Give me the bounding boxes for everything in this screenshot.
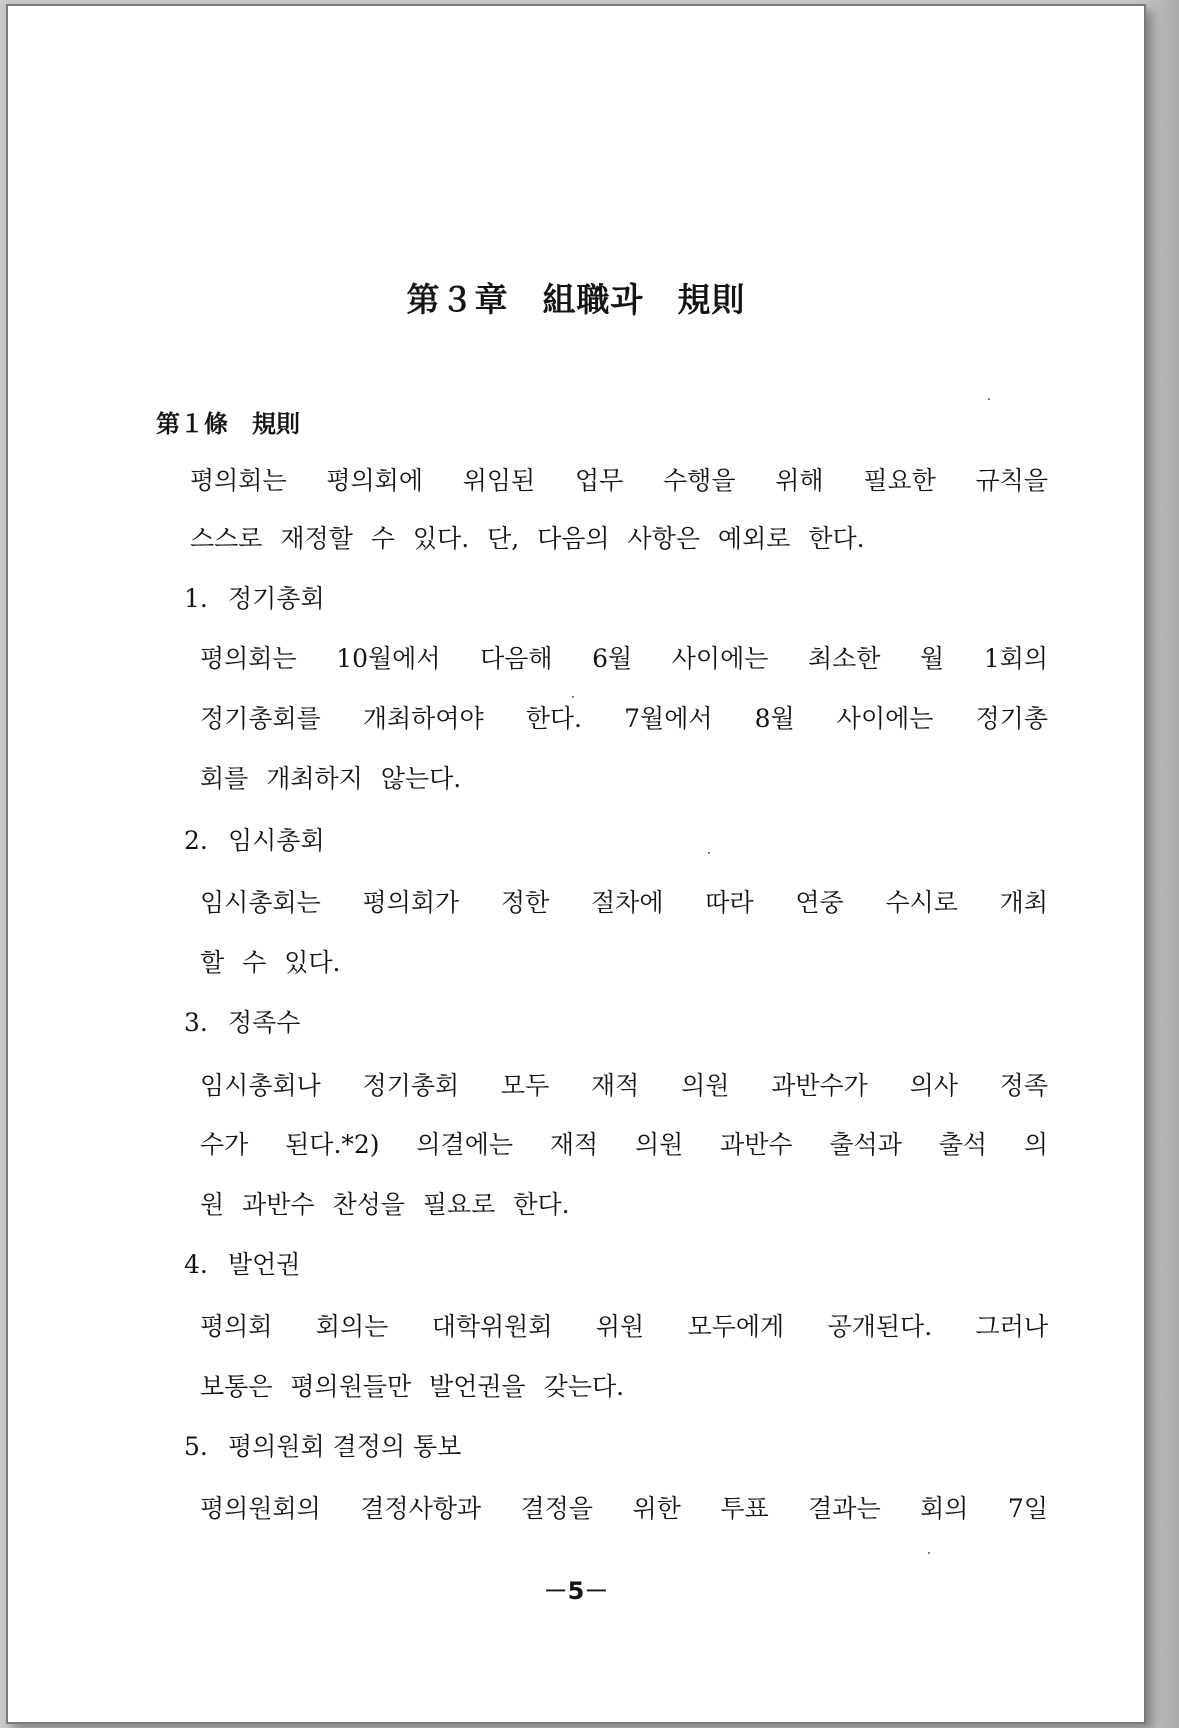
section-2-line: 할 수 있다. xyxy=(200,948,341,977)
chapter-title: 第３章 組職과 規則 xyxy=(406,280,746,319)
section-3-line: 임시총회나 정기총회 모두 재적 의원 과반수가 의사 정족 xyxy=(200,1071,1048,1100)
section-number: 1. xyxy=(184,584,208,613)
section-number: 5. xyxy=(184,1432,208,1461)
scan-speck xyxy=(708,852,710,854)
section-4-line: 평의회 회의는 대학위원회 위원 모두에게 공개된다. 그러나 xyxy=(200,1312,1048,1341)
section-item-5-heading xyxy=(184,1430,461,1464)
section-3-line: 원 과반수 찬성을 필요로 한다. xyxy=(200,1190,570,1219)
section-title: 정기총회 xyxy=(228,584,325,613)
section-4-line: 보통은 평의원들만 발언권을 갖는다. xyxy=(200,1372,625,1401)
scan-speck xyxy=(988,398,990,400)
section-1-line: 정기총회를 개최하여야 한다. 7월에서 8월 사이에는 정기총 xyxy=(200,704,1048,733)
section-title: 정족수 xyxy=(228,1008,301,1037)
section-title: 평의원회 결정의 통보 xyxy=(228,1432,462,1461)
section-title: 임시총회 xyxy=(228,826,325,855)
section-1-line: 회를 개최하지 않는다. xyxy=(200,764,462,793)
section-number: 4. xyxy=(184,1250,208,1279)
section-item-4-heading xyxy=(184,1248,300,1282)
section-1-line: 평의회는 10월에서 다음해 6월 사이에는 최소한 월 1회의 xyxy=(200,644,1048,673)
intro-line: 스스로 재정할 수 있다. 단, 다음의 사항은 예외로 한다. xyxy=(190,524,865,553)
section-item-2-heading xyxy=(184,824,325,858)
section-number: 2. xyxy=(184,826,208,855)
section-3-line: 수가 된다.*2) 의결에는 재적 의원 과반수 출석과 출석 의 xyxy=(200,1130,1048,1159)
section-title: 발언권 xyxy=(228,1250,301,1279)
scan-speck xyxy=(928,1552,930,1554)
document-page xyxy=(6,4,1146,1724)
section-5-line: 평의원회의 결정사항과 결정을 위한 투표 결과는 회의 7일 xyxy=(200,1494,1048,1523)
section-item-1-heading xyxy=(184,582,325,616)
section-item-3-heading xyxy=(184,1006,300,1040)
scan-speck xyxy=(572,696,574,698)
article-title: 第１條 規則 xyxy=(156,410,300,438)
section-2-line: 임시총회는 평의회가 정한 절차에 따라 연중 수시로 개최 xyxy=(200,888,1048,917)
intro-line: 평의회는 평의회에 위임된 업무 수행을 위해 필요한 규칙을 xyxy=(190,466,1048,495)
section-number: 3. xyxy=(184,1008,208,1037)
page-number: －5－ xyxy=(543,1577,609,1605)
